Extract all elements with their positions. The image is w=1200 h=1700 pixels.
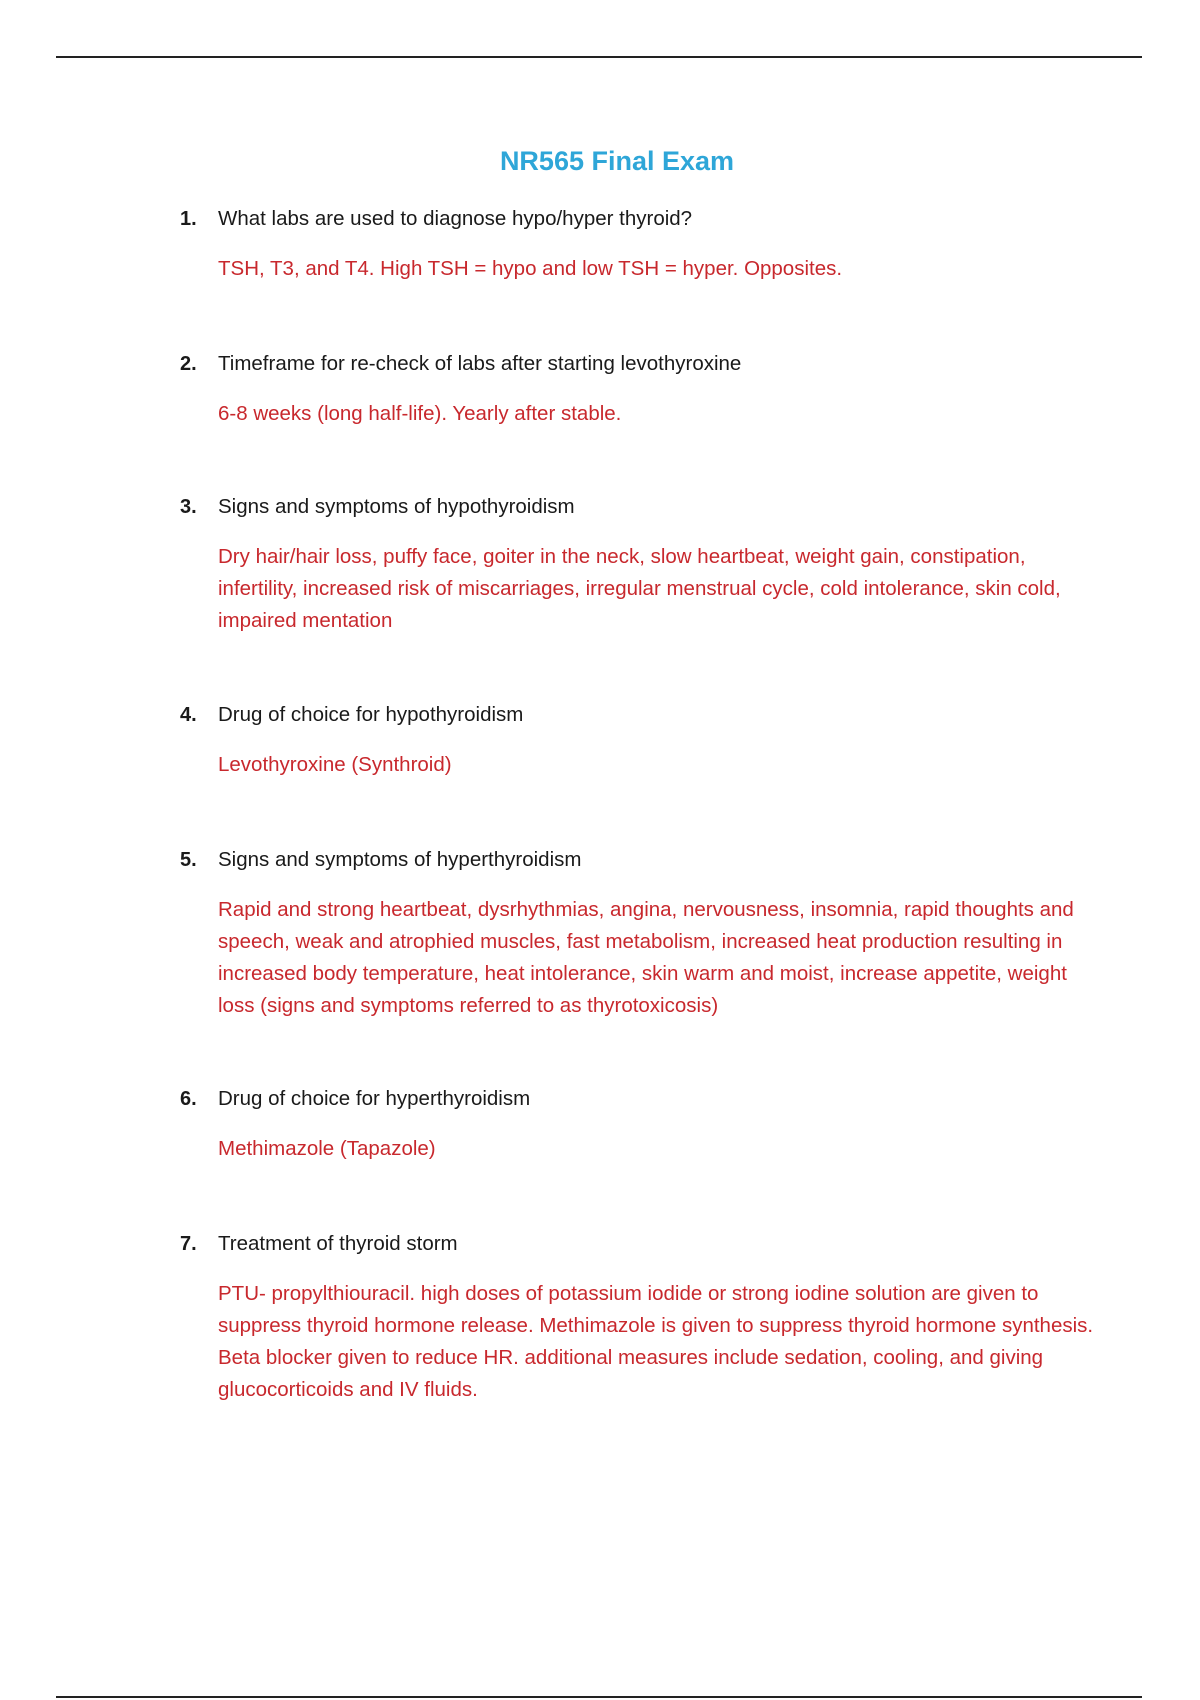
- question-text: Timeframe for re-check of labs after starting levothyroxine: [218, 352, 742, 375]
- question-text: Drug of choice for hypothyroidism: [218, 703, 524, 726]
- top-divider: [56, 56, 1142, 58]
- question-number: 4.: [180, 704, 197, 726]
- answer-text: Methimazole (Tapazole): [218, 1137, 436, 1160]
- question-text: What labs are used to diagnose hypo/hyper thyroid?: [218, 207, 693, 230]
- answer-text: 6-8 weeks (long half-life). Yearly after stable.: [218, 402, 622, 425]
- answer-text: Levothyroxine (Synthroid): [218, 753, 452, 776]
- answer-text: TSH, T3, and T4. High TSH = hypo and low TSH = hyper. Opposites.: [218, 257, 843, 280]
- answer-text: Dry hair/hair loss, puffy face, goiter in the neck, slow heartbeat, weight gain, constipation, infertility, increased risk of miscarriages, irregular menstrual cycle, cold intolerance, skin cold, impaired mentation: [218, 545, 1061, 632]
- question-text: Signs and symptoms of hypothyroidism: [218, 495, 575, 518]
- answer-text: Rapid and strong heartbeat, dysrhythmias, angina, nervousness, insomnia, rapid thoughts and speech, weak and atrophied muscles, fast metabolism, increased heat production resulting in increased body temperature, heat intolerance, skin warm and moist, increase appetite, weight loss (signs and symptoms referred to as thyrotoxicosis): [218, 898, 1074, 1017]
- question-number: 5.: [180, 849, 197, 871]
- question-number: 6.: [180, 1088, 197, 1110]
- question-number: 3.: [180, 496, 197, 518]
- bottom-divider: [56, 1696, 1142, 1698]
- document-title: NR565 Final Exam: [499, 146, 735, 176]
- question-text: Signs and symptoms of hyperthyroidism: [218, 848, 582, 871]
- question-number: 2.: [180, 353, 197, 375]
- question-number: 7.: [180, 1233, 197, 1255]
- question-number: 1.: [180, 208, 197, 230]
- answer-text: PTU- propylthiouracil. high doses of potassium iodide or strong iodine solution are given to suppress thyroid hormone release. Methimazole is given to suppress thyroid hormone synthesis. Beta blocker given to reduce HR. additional measures include sedation, cooling, and giving glucocorticoids and IV fluids.: [218, 1282, 1094, 1401]
- question-text: Treatment of thyroid storm: [218, 1232, 458, 1255]
- question-text: Drug of choice for hyperthyroidism: [218, 1087, 531, 1110]
